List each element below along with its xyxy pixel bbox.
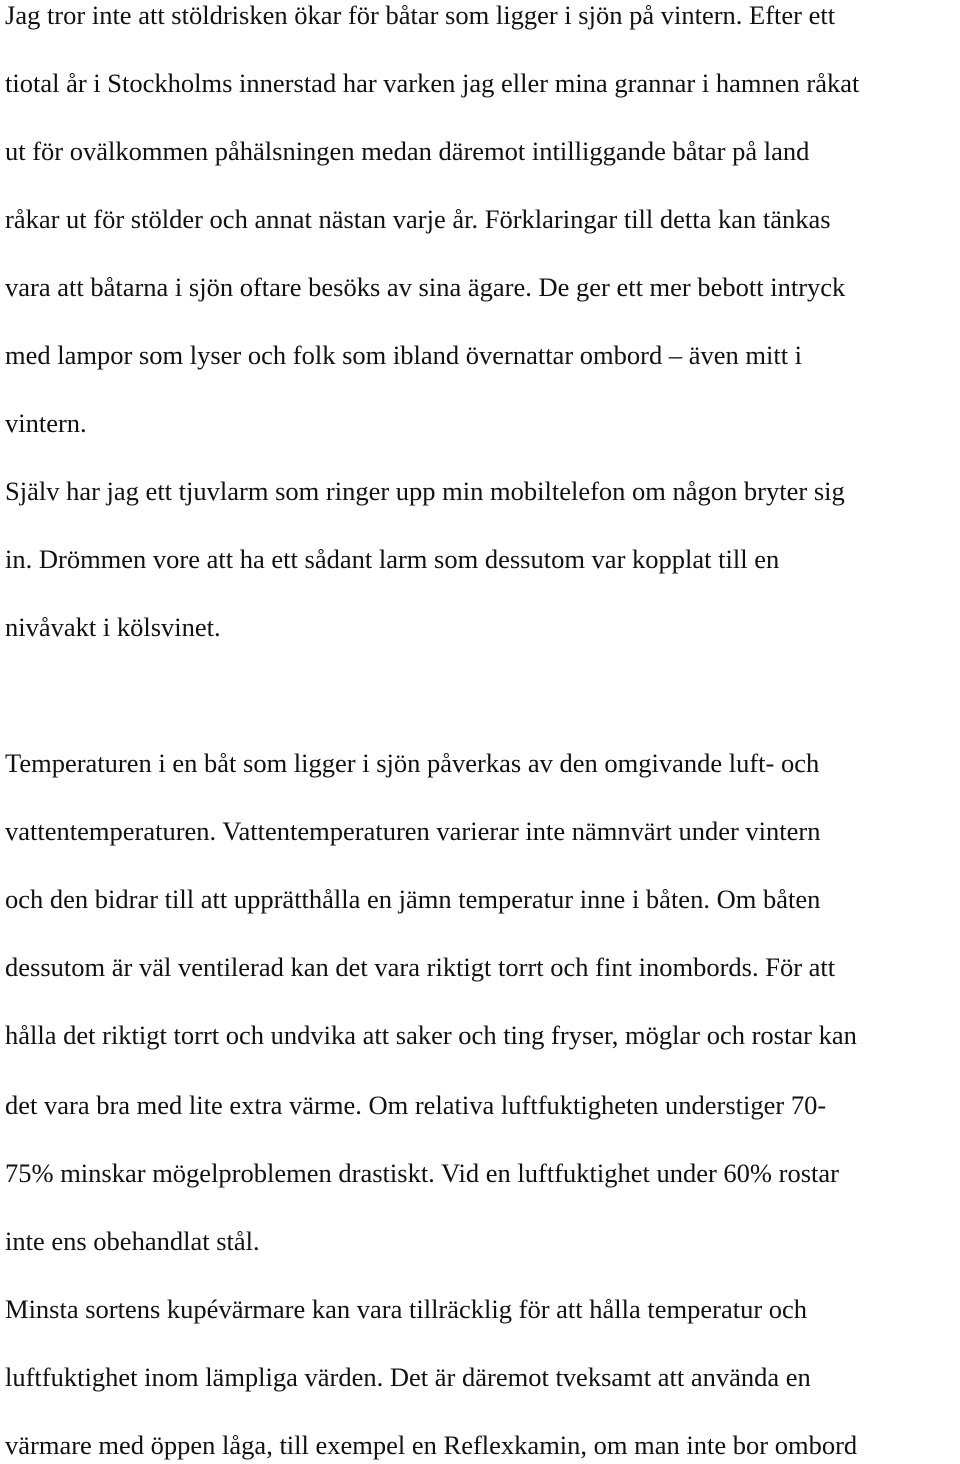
text-line: tiotal år i Stockholms innerstad har varken jag eller mina grannar i hamnen råkat bbox=[5, 68, 860, 98]
text-line: dessutom är väl ventilerad kan det vara riktigt torrt och fint inombords. För att bbox=[5, 952, 836, 982]
text-line: Minsta sortens kupévärmare kan vara tillräcklig för att hålla temperatur och bbox=[5, 1294, 808, 1324]
text-line: vattentemperaturen. Vattentemperaturen varierar inte nämnvärt under vintern bbox=[5, 816, 821, 846]
text-line: vara att båtarna i sjön oftare besöks av sina ägare. De ger ett mer bebott intryck bbox=[5, 272, 846, 302]
text-line: Själv har jag ett tjuvlarm som ringer upp min mobiltelefon om någon bryter sig bbox=[5, 476, 845, 506]
text-line: ut för ovälkommen påhälsningen medan däremot intilliggande båtar på land bbox=[5, 136, 810, 166]
text-line: med lampor som lyser och folk som ibland övernattar ombord – även mitt i bbox=[5, 340, 803, 370]
text-line: och den bidrar till att upprätthålla en jämn temperatur inne i båten. Om båten bbox=[5, 884, 821, 914]
text-line: vintern. bbox=[5, 408, 87, 438]
text-line: det vara bra med lite extra värme. Om relativa luftfuktigheten understiger 70- bbox=[5, 1090, 827, 1120]
text-line: värmare med öppen låga, till exempel en Reflexkamin, om man inte bor ombord bbox=[5, 1430, 858, 1460]
text-line: in. Drömmen vore att ha ett sådant larm som dessutom var kopplat till en bbox=[5, 544, 780, 574]
text-line: Temperaturen i en båt som ligger i sjön påverkas av den omgivande luft- och bbox=[5, 748, 820, 778]
text-line: inte ens obehandlat stål. bbox=[5, 1226, 260, 1256]
text-line: 75% minskar mögelproblemen drastiskt. Vid en luftfuktighet under 60% rostar bbox=[5, 1158, 839, 1188]
text-line: Jag tror inte att stöldrisken ökar för båtar som ligger i sjön på vintern. Efter ett bbox=[5, 0, 836, 30]
text-line: nivåvakt i kölsvinet. bbox=[5, 612, 221, 642]
text-line: hålla det riktigt torrt och undvika att saker och ting fryser, möglar och rostar kan bbox=[5, 1020, 857, 1050]
text-line: luftfuktighet inom lämpliga värden. Det är däremot tveksamt att använda en bbox=[5, 1362, 811, 1392]
text-line: råkar ut för stölder och annat nästan varje år. Förklaringar till detta kan tänkas bbox=[5, 204, 831, 234]
